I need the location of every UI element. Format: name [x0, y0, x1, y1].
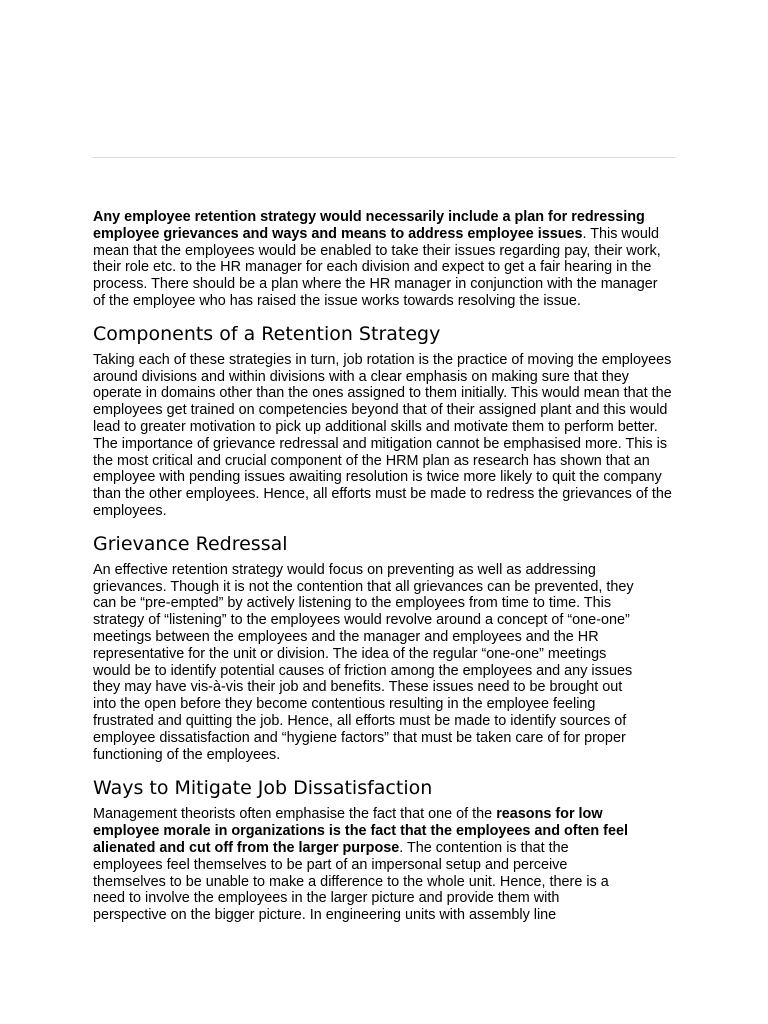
text-line — [93, 419, 723, 436]
text-run: they may have vis-à-vis their job and benefits. These issues need to be brought out — [93, 679, 623, 696]
header-divider — [93, 157, 675, 158]
text-run: mean that the employees would be enabled to take their issues regarding pay, their work, — [93, 242, 661, 259]
text-run: . The contention is that the — [399, 839, 569, 856]
text-run: need to involve the employees in the larger picture and provide them with — [93, 890, 560, 907]
text-run: An effective retention strategy would focus on preventing as well as addressing — [93, 561, 596, 578]
text-run: into the open before they become contentious resulting in the employee feeling — [93, 696, 596, 713]
text-line — [93, 907, 723, 924]
text-run: can be “pre-empted” by actively listening to the employees from time to time. This — [93, 595, 612, 612]
text-line — [93, 436, 723, 453]
text-run: representative for the unit or division. The idea of the regular “one-one” meetings — [93, 645, 607, 662]
text-line — [93, 874, 723, 891]
document-body — [93, 209, 723, 924]
text-run: Taking each of these strategies in turn, job rotation is the practice of moving the employees — [93, 351, 672, 368]
text-line — [93, 226, 723, 243]
text-run: strategy of “listening” to the employees would revolve around a concept of “one-one” — [93, 612, 630, 629]
text-run: employees feel themselves to be part of an impersonal setup and perceive — [93, 856, 568, 873]
text-line — [93, 369, 723, 386]
bold-text: employee morale in organizations is the fact that the employees and often feel — [93, 823, 628, 840]
text-run: . This would — [582, 225, 660, 242]
bold-text: employee grievances and ways and means to address employee issues — [93, 225, 583, 242]
text-line — [93, 276, 723, 293]
text-run: process. There should be a plan where the HR manager in conjunction with the manager — [93, 276, 658, 293]
text-line — [93, 503, 723, 520]
text-run: grievances. Though it is not the contention that all grievances can be prevented, they — [93, 578, 634, 595]
text-line — [93, 663, 723, 680]
text-line — [93, 806, 723, 823]
text-line — [93, 679, 723, 696]
text-run: employees. — [93, 502, 167, 519]
text-line — [93, 857, 723, 874]
text-run: employee with pending issues awaiting resolution is twice more likely to quit the company — [93, 469, 662, 486]
text-line — [93, 293, 723, 310]
text-line — [93, 646, 723, 663]
text-run: of the employee who has raised the issue works towards resolving the issue. — [93, 292, 581, 309]
text-run: than the other employees. Hence, all efforts must be made to redress the grievances of the — [93, 486, 672, 503]
text-line — [93, 453, 723, 470]
text-line — [93, 713, 723, 730]
text-run: employees get trained on competencies beyond that of their assigned plant and this would — [93, 402, 668, 419]
text-line — [93, 243, 723, 260]
section-heading-components: Components of a Retention Strategy — [93, 322, 441, 345]
section-heading-grievance-redressal: Grievance Redressal — [93, 532, 288, 555]
text-line — [93, 629, 723, 646]
text-run: meetings between the employees and the manager and employees and the HR — [93, 628, 599, 645]
text-run: perspective on the bigger picture. In engineering units with assembly line — [93, 907, 557, 924]
grievance-paragraph — [93, 562, 723, 764]
text-line — [93, 469, 723, 486]
text-run: functioning of the employees. — [93, 746, 281, 763]
section-heading-ways-to-mitigate: Ways to Mitigate Job Dissatisfaction — [93, 777, 433, 800]
text-line — [93, 579, 723, 596]
text-run: around divisions and within divisions with a clear emphasis on making sure that they — [93, 368, 629, 385]
text-line — [93, 562, 723, 579]
text-line — [93, 259, 723, 276]
text-line — [93, 840, 723, 857]
text-line — [93, 352, 723, 369]
text-line — [93, 595, 723, 612]
text-run: the most critical and crucial component of the HRM plan as research has shown that an — [93, 452, 650, 469]
text-run: would be to identify potential causes of friction among the employees and any issues — [93, 662, 633, 679]
text-line — [93, 730, 723, 747]
text-run: Management theorists often emphasise the fact that one of the — [93, 806, 497, 823]
text-run: operate in domains other than the ones assigned to them initially. This would mean that the — [93, 385, 672, 402]
text-run: employee dissatisfaction and “hygiene factors” that must be taken care of for proper — [93, 729, 626, 746]
bold-text: reasons for low — [496, 806, 603, 823]
text-line — [93, 486, 723, 503]
text-line — [93, 612, 723, 629]
text-line — [93, 823, 723, 840]
bold-text: alienated and cut off from the larger purpose — [93, 839, 400, 856]
text-line — [93, 696, 723, 713]
text-run: themselves to be unable to make a difference to the whole unit. Hence, there is a — [93, 873, 609, 890]
text-run: lead to greater motivation to pick up additional skills and motivate them to perform better. — [93, 418, 658, 435]
text-line — [93, 209, 723, 226]
text-line — [93, 402, 723, 419]
text-line — [93, 385, 723, 402]
text-run: their role etc. to the HR manager for each division and expect to get a fair hearing in the — [93, 259, 652, 276]
text-run: The importance of grievance redressal and mitigation cannot be emphasised more. This is — [93, 435, 668, 452]
text-line — [93, 890, 723, 907]
ways-paragraph — [93, 806, 723, 924]
text-line — [93, 747, 723, 764]
text-run: frustrated and quitting the job. Hence, all efforts must be made to identify sources of — [93, 712, 627, 729]
components-paragraph — [93, 352, 723, 520]
intro-paragraph — [93, 209, 723, 310]
bold-text: Any employee retention strategy would necessarily include a plan for redressing — [93, 209, 645, 225]
